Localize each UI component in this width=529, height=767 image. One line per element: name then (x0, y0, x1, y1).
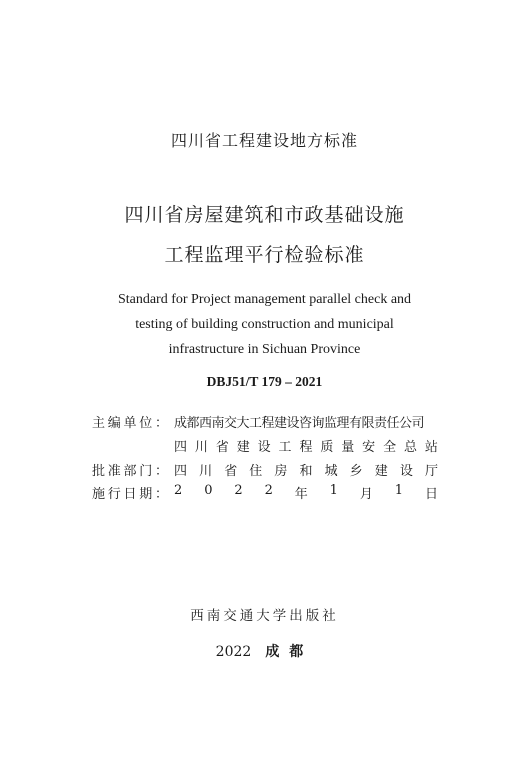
approver-org: 四 川 省 住 房 和 城 乡 建 设 厅 (174, 464, 438, 479)
standard-code: DBJ51/T 179 – 2021 (206, 374, 323, 389)
editor-label: 主 编 单 位 ： (92, 416, 168, 431)
editor-org-2: 四 川 省 建 设 工 程 质 量 安 全 总 站 (174, 440, 438, 455)
effective-date: 2 0 2 2 年 1 月 1 日 (174, 483, 438, 502)
publication-year: 2022 (215, 644, 252, 660)
effective-date-label: 施 行 日 期 ： (92, 487, 168, 502)
title-en-line3: infrastructure in Sichuan Province (168, 342, 361, 357)
title-en-line2: testing of building construction and municipal (135, 317, 394, 332)
title-cn-line2: 工程监理平行检验标准 (164, 244, 365, 266)
publisher-name: 西南交通大学出版社 (190, 608, 339, 624)
standard-series: 四川省工程建设地方标准 (170, 131, 358, 150)
publication-place (0, 641, 529, 661)
title-cn-line1: 四川省房屋建筑和市政基础设施 (124, 204, 405, 226)
publication-city: 成都 (265, 644, 314, 660)
title-en-line1: Standard for Project management parallel check and (117, 292, 412, 307)
editor-org-1: 成都西南交大工程建设咨询监理有限责任公司 (174, 416, 425, 431)
approver-label: 批 准 部 门 ： (92, 464, 168, 479)
